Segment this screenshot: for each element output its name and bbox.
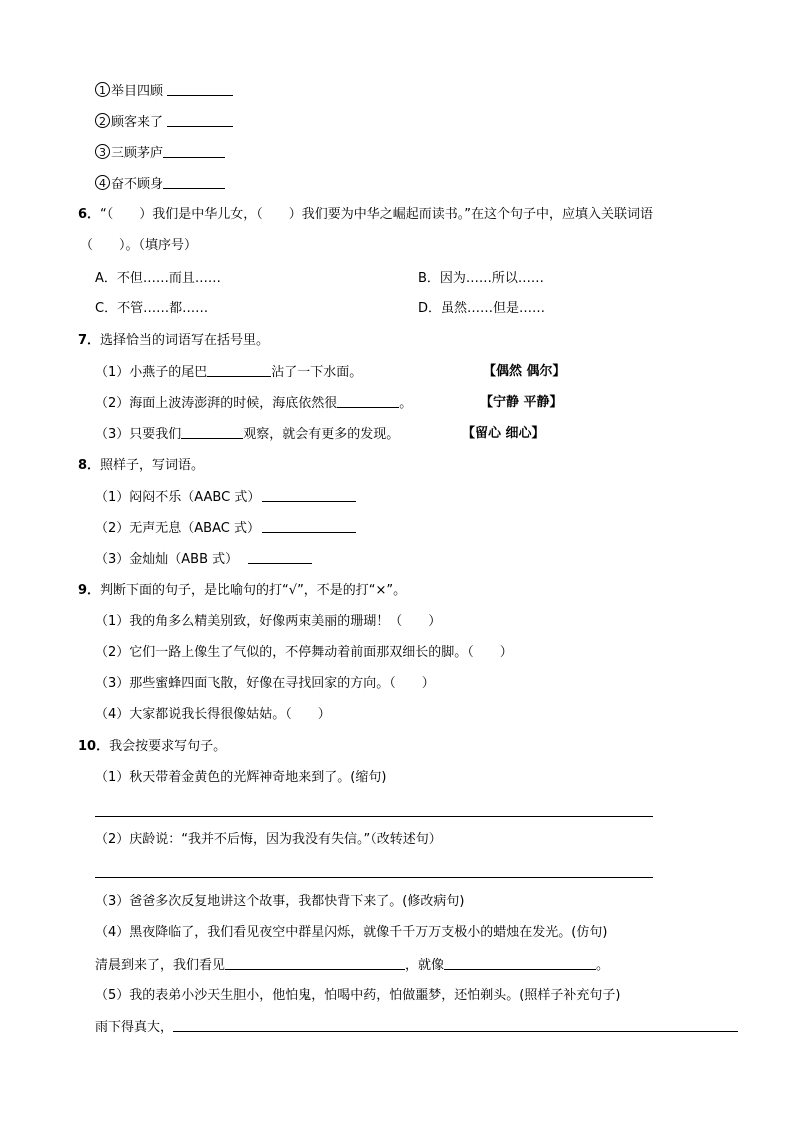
question-number: 9． bbox=[78, 583, 101, 598]
q9-title: 9．判断下面的句子，是比喻句的打“√”，不是的打“×”。 bbox=[78, 583, 407, 598]
q7-choices-3: 【留心 细心】 bbox=[462, 426, 545, 441]
q7-choices-2: 【宁静 平静】 bbox=[480, 395, 563, 410]
q6-option-d[interactable]: D．虽然……但是…… bbox=[418, 301, 546, 316]
answer-blank[interactable] bbox=[225, 956, 405, 970]
q9-item-3: （3）那些蜜蜂四面飞散，好像在寻找回家的方向。（ ） bbox=[95, 676, 435, 691]
q10-item-4: （4）黑夜降临了，我们看见夜空中群星闪烁，就像千千万万支极小的蜡烛在发光。(仿句) bbox=[95, 925, 608, 940]
q7-title: 7．选择恰当的词语写在括号里。 bbox=[78, 333, 270, 348]
q6-option-b[interactable]: B．因为……所以…… bbox=[418, 271, 544, 286]
answer-blank[interactable] bbox=[181, 425, 243, 439]
question-number: 10． bbox=[78, 739, 110, 754]
q8-title: 8．照样子，写词语。 bbox=[78, 458, 205, 473]
q10-item-4-fill: 清晨到来了，我们看见 ，就像 。 bbox=[95, 958, 610, 973]
q6-option-c[interactable]: C．不管……都…… bbox=[95, 301, 209, 316]
q5-item-3: 3 三顾茅庐 bbox=[95, 144, 225, 163]
question-number: 8． bbox=[78, 458, 101, 473]
answer-blank[interactable] bbox=[248, 550, 312, 564]
q5-item-1: 1 举目四顾 bbox=[95, 82, 233, 101]
answer-blank[interactable] bbox=[173, 1018, 738, 1032]
q7-choices-1: 【偶然 偶尔】 bbox=[483, 364, 566, 379]
q9-item-4: （4）大家都说我长得很像姑姑。（ ） bbox=[95, 707, 331, 722]
q6-line1: 6．“（ ）我们是中华儿女，（ ）我们要为中华之崛起而读书。”在这个句子中，应填入关联词语 bbox=[78, 207, 654, 222]
q7-item-3: （3）只要我们 观察，就会有更多的发现。 bbox=[95, 427, 400, 442]
q9-item-2: （2）它们一路上像生了气似的，不停舞动着前面那双细长的脚。（ ） bbox=[95, 645, 513, 660]
q10-item-2: （2）庆龄说：“我并不后悔，因为我没有失信。”（改转述句） bbox=[95, 832, 442, 847]
question-number: 6． bbox=[78, 207, 101, 222]
answer-blank[interactable] bbox=[444, 956, 596, 970]
answer-blank[interactable] bbox=[167, 82, 233, 96]
answer-blank[interactable] bbox=[337, 394, 399, 408]
q10-item-5: （5）我的表弟小沙天生胆小，他怕鬼，怕喝中药，怕做噩梦，还怕剃头。(照样子补充句子) bbox=[95, 988, 621, 1003]
q7-item-2: （2）海面上波涛澎湃的时候，海底依然很 。 bbox=[95, 396, 413, 411]
answer-blank[interactable] bbox=[262, 488, 356, 502]
answer-line[interactable] bbox=[95, 877, 653, 878]
q9-item-1: （1）我的角多么精美别致，好像两束美丽的珊瑚！（ ） bbox=[95, 614, 442, 629]
q5-item-2: 2 顾客来了 bbox=[95, 113, 233, 132]
q10-item-1: （1）秋天带着金黄色的光辉神奇地来到了。(缩句) bbox=[95, 770, 387, 785]
answer-blank[interactable] bbox=[207, 363, 271, 377]
q8-item-1: （1）闷闷不乐（AABC 式） bbox=[95, 488, 356, 507]
q10-item-3: （3）爸爸多次反复地讲这个故事，我都快背下来了。(修改病句) bbox=[95, 894, 465, 909]
q8-item-2: （2）无声无息（ABAC 式） bbox=[95, 519, 356, 538]
answer-blank[interactable] bbox=[163, 175, 225, 189]
q6-option-a[interactable]: A．不但……而且…… bbox=[95, 271, 221, 286]
q6-line2: （ ）。（填序号） bbox=[80, 238, 198, 253]
q8-item-3: （3）金灿灿（ABB 式） bbox=[95, 550, 312, 569]
answer-blank[interactable] bbox=[167, 113, 233, 127]
answer-line[interactable] bbox=[95, 816, 653, 817]
q10-item-5-fill: 雨下得真大， bbox=[95, 1018, 738, 1037]
question-number: 7． bbox=[78, 333, 101, 348]
q10-title: 10．我会按要求写句子。 bbox=[78, 739, 227, 754]
q7-item-1: （1）小燕子的尾巴 沾了一下水面。 bbox=[95, 365, 363, 380]
answer-blank[interactable] bbox=[163, 144, 225, 158]
q5-item-4: 4 奋不顾身 bbox=[95, 175, 225, 194]
answer-blank[interactable] bbox=[262, 519, 356, 533]
